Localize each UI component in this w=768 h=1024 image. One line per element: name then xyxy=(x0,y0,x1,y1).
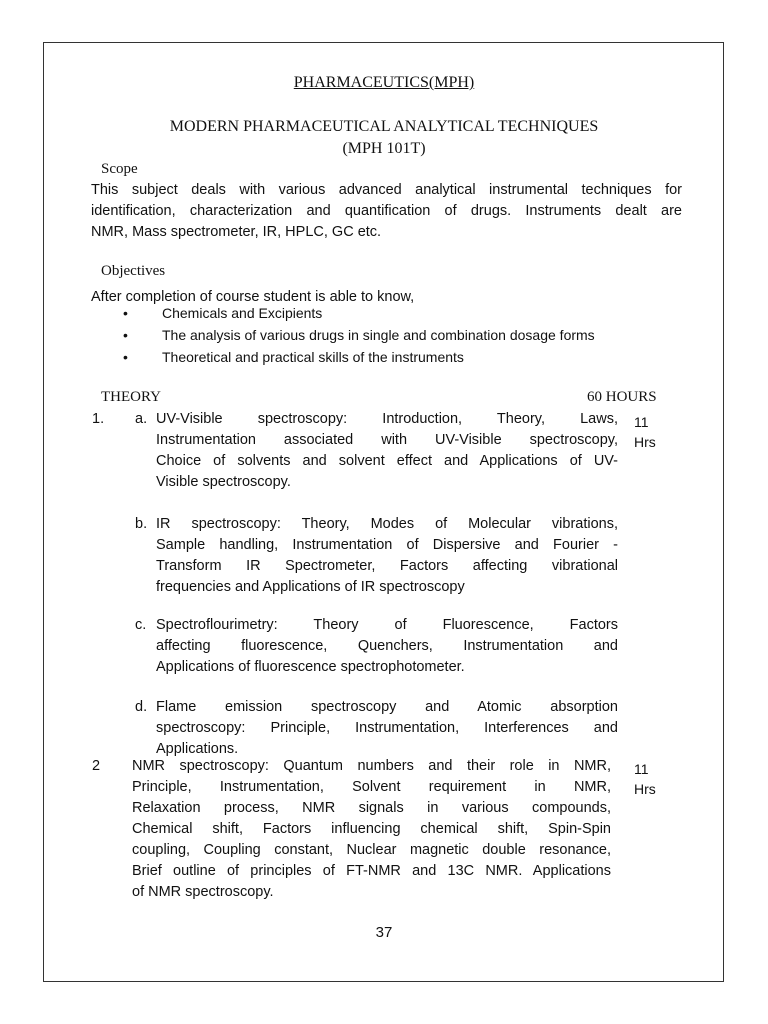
unit2-hours-unit: Hrs xyxy=(634,781,656,797)
unit2-line: Chemical shift, Factors influencing chemical shift, Spin-Spin xyxy=(132,821,611,837)
unit1-hours-unit: Hrs xyxy=(634,434,656,450)
unit2-line: coupling, Coupling constant, Nuclear magnetic double resonance, xyxy=(132,842,611,858)
item-b-text xyxy=(156,514,618,598)
objectives-heading: Objectives xyxy=(101,263,166,279)
item-d-line: Applications. xyxy=(156,741,239,757)
unit2-line: NMR spectroscopy: Quantum numbers and their role in NMR, xyxy=(132,758,611,774)
item-b-line: IR spectroscopy: Theory, Modes of Molecular vibrations, xyxy=(156,516,618,532)
objective-item: Theoretical and practical skills of the instruments xyxy=(162,349,464,365)
item-c-line: Spectroflourimetry: Theory of Fluorescence, Factors xyxy=(156,617,618,633)
item-letter-a: a. xyxy=(135,411,148,427)
unit2-hours xyxy=(634,759,656,799)
item-a-line: UV-Visible spectroscopy: Introduction, Theory, Laws, xyxy=(156,411,618,427)
objectives-intro: After completion of course student is able to know, xyxy=(91,289,415,305)
scope-line: NMR, Mass spectrometer, IR, HPLC, GC etc. xyxy=(91,224,382,240)
unit2-text xyxy=(132,756,611,903)
item-a-line: Visible spectroscopy. xyxy=(156,474,291,490)
item-letter-b: b. xyxy=(135,516,148,532)
unit2-line: Brief outline of principles of FT-NMR and 13C NMR. Applications xyxy=(132,863,611,879)
unit1-hours xyxy=(634,412,656,452)
unit2-number: 2 xyxy=(92,758,101,774)
item-b-line: Transform IR Spectrometer, Factors affecting vibrational xyxy=(156,558,618,574)
item-d-line: spectroscopy: Principle, Instrumentation, Interferences and xyxy=(156,720,618,736)
item-letter-c: c. xyxy=(135,617,147,633)
item-a-text xyxy=(156,409,618,493)
unit2-line: of NMR spectroscopy. xyxy=(132,884,274,900)
unit2-line: Relaxation process, NMR signals in various compounds, xyxy=(132,800,611,816)
item-b-line: frequencies and Applications of IR spectroscopy xyxy=(156,579,465,595)
item-c-line: Applications of fluorescence spectrophotometer. xyxy=(156,659,465,675)
item-d-line: Flame emission spectroscopy and Atomic absorption xyxy=(156,699,618,715)
bullet-icon: • xyxy=(123,305,128,321)
unit1-hours-value: 11 xyxy=(634,414,649,430)
scope-line: identification, characterization and quantification of drugs. Instruments dealt are xyxy=(91,203,682,219)
course-code: (MPH 101T) xyxy=(342,140,426,157)
item-b-line: Sample handling, Instrumentation of Dispersive and Fourier - xyxy=(156,537,618,553)
unit2-hours-value: 11 xyxy=(634,761,649,777)
unit2-line: Principle, Instrumentation, Solvent requirement in NMR, xyxy=(132,779,611,795)
scope-heading: Scope xyxy=(101,161,138,177)
item-letter-d: d. xyxy=(135,699,148,715)
item-a-line: Choice of solvents and solvent effect and Applications of UV- xyxy=(156,453,618,469)
theory-label: THEORY xyxy=(101,389,161,405)
bullet-icon: • xyxy=(123,349,128,365)
objective-item: The analysis of various drugs in single and combination dosage forms xyxy=(162,327,595,343)
scope-paragraph xyxy=(91,180,682,243)
course-title: MODERN PHARMACEUTICAL ANALYTICAL TECHNIQUES xyxy=(169,118,599,135)
item-c-text xyxy=(156,615,618,678)
objective-item: Chemicals and Excipients xyxy=(162,305,323,321)
item-a-line: Instrumentation associated with UV-Visible spectroscopy, xyxy=(156,432,618,448)
scope-line: This subject deals with various advanced analytical instrumental techniques for xyxy=(91,182,682,198)
page-number: 37 xyxy=(375,924,393,941)
item-d-text xyxy=(156,697,618,760)
item-c-line: affecting fluorescence, Quenchers, Instrumentation and xyxy=(156,638,618,654)
unit1-number: 1. xyxy=(92,411,105,427)
page-title: PHARMACEUTICS(MPH) xyxy=(293,74,475,91)
theory-hours: 60 HOURS xyxy=(587,389,657,405)
bullet-icon: • xyxy=(123,327,128,343)
